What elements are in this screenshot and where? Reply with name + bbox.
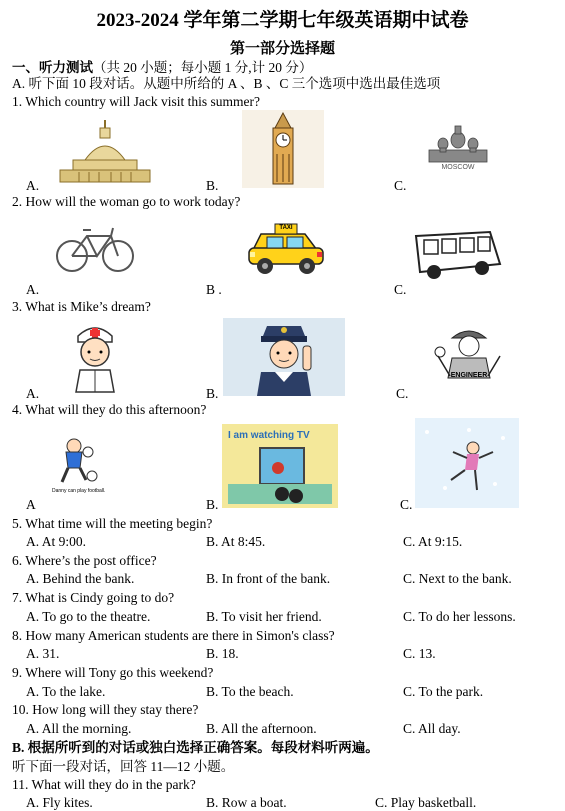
football-caption: Danny can play football. (52, 488, 106, 494)
watching-tv-caption: I am watching TV (228, 430, 310, 441)
question-3: 3. What is Mike’s dream? (12, 299, 151, 314)
q10-option-a: A. All the morning. (26, 721, 132, 736)
question-8: 8. How many American students are there in Simon's class? (12, 628, 335, 643)
watching-tv-icon (222, 424, 338, 508)
q7-option-c: C. To do her lessons. (403, 609, 516, 624)
q10-option-c: C. All day. (403, 721, 461, 736)
question-9: 9. Where will Tony go this weekend? (12, 665, 214, 680)
question-6: 6. Where’s the post office? (12, 553, 157, 568)
q8-option-a: A. 31. (26, 646, 60, 661)
question-7: 7. What is Cindy going to do? (12, 590, 175, 605)
part-b-sub-instruction: 听下面一段对话，回答 11—12 小题。 (12, 759, 235, 774)
q4-option-b-label: B. (206, 497, 219, 512)
q5-option-b: B. At 8:45. (206, 534, 266, 549)
q2-option-a-label: A. (26, 282, 40, 297)
section-heading (12, 60, 312, 76)
q2-option-c-label: C. (394, 282, 407, 297)
q10-option-b: B. All the afternoon. (206, 721, 317, 736)
q5-option-c: C. At 9:15. (403, 534, 463, 549)
q9-option-b: B. To the beach. (206, 684, 294, 699)
q1-option-c-label: C. (394, 178, 407, 193)
question-10: 10. How long will they stay there? (12, 702, 199, 717)
q4-option-a-label: A (26, 497, 36, 512)
policeman-icon (223, 318, 345, 396)
q1-option-a-label: A. (26, 178, 40, 193)
q6-option-a: A. Behind the bank. (26, 571, 135, 586)
q7-option-b: B. To visit her friend. (206, 609, 322, 624)
boy-playing-football-icon (52, 436, 114, 498)
question-4: 4. What will they do this afternoon? (12, 402, 207, 417)
engineer-caption: ENGINEER (450, 372, 488, 379)
bicycle-icon (55, 222, 135, 274)
question-11: 11. What will they do in the park? (12, 777, 196, 792)
q6-option-c: C. Next to the bank. (403, 571, 512, 586)
bus-icon (410, 228, 505, 284)
doctor-icon (66, 322, 124, 394)
moscow-caption: MOSCOW (441, 164, 475, 171)
question-2: 2. How will the woman go to work today? (12, 194, 241, 209)
q8-option-b: B. 18. (206, 646, 239, 661)
q7-option-a: A. To go to the theatre. (26, 609, 151, 624)
q11-option-b: B. Row a boat. (206, 795, 287, 810)
q1-option-b-label: B. (206, 178, 219, 193)
moscow-kremlin-icon (423, 122, 493, 177)
q9-option-a: A. To the lake. (26, 684, 106, 699)
engineer-icon (428, 322, 510, 392)
part-b-instruction: B. 根据所听到的对话或独白选择正确答案。每段材料听两遍。 (12, 740, 379, 755)
q3-option-b-label: B. (206, 386, 219, 401)
q3-option-a-label: A. (26, 386, 40, 401)
q11-option-a: A. Fly kites. (26, 795, 93, 810)
page-title: 2023-2024 学年第二学期七年级英语期中试卷 (96, 10, 469, 31)
ice-skating-icon (415, 418, 519, 508)
taxi-caption: TAXI (279, 225, 293, 231)
q8-option-c: C. 13. (403, 646, 436, 661)
part-a-instruction: A. 听下面 10 段对话。从题中所给的 A 、B 、C 三个选项中选出最佳选项 (12, 76, 441, 91)
section-subtitle: 第一部分选择题 (229, 41, 335, 57)
q9-option-c: C. To the park. (403, 684, 484, 699)
section-heading-title: 一、听力测试 (12, 60, 93, 75)
capitol-building-icon (55, 118, 155, 188)
big-ben-icon (242, 110, 324, 188)
q5-option-a: A. At 9:00. (26, 534, 87, 549)
question-5: 5. What time will the meeting begin? (12, 516, 213, 531)
q3-option-c-label: C. (396, 386, 409, 401)
taxi-icon (245, 220, 327, 278)
q4-option-c-label: C. (400, 497, 413, 512)
q2-option-b-label: B . (206, 282, 222, 297)
q6-option-b: B. In front of the bank. (206, 571, 331, 586)
section-heading-note: （共 20 小题；每小题 1 分,计 20 分） (93, 60, 313, 75)
q11-option-c: C. Play basketball. (375, 795, 477, 810)
question-1: 1. Which country will Jack visit this summer? (12, 94, 260, 109)
